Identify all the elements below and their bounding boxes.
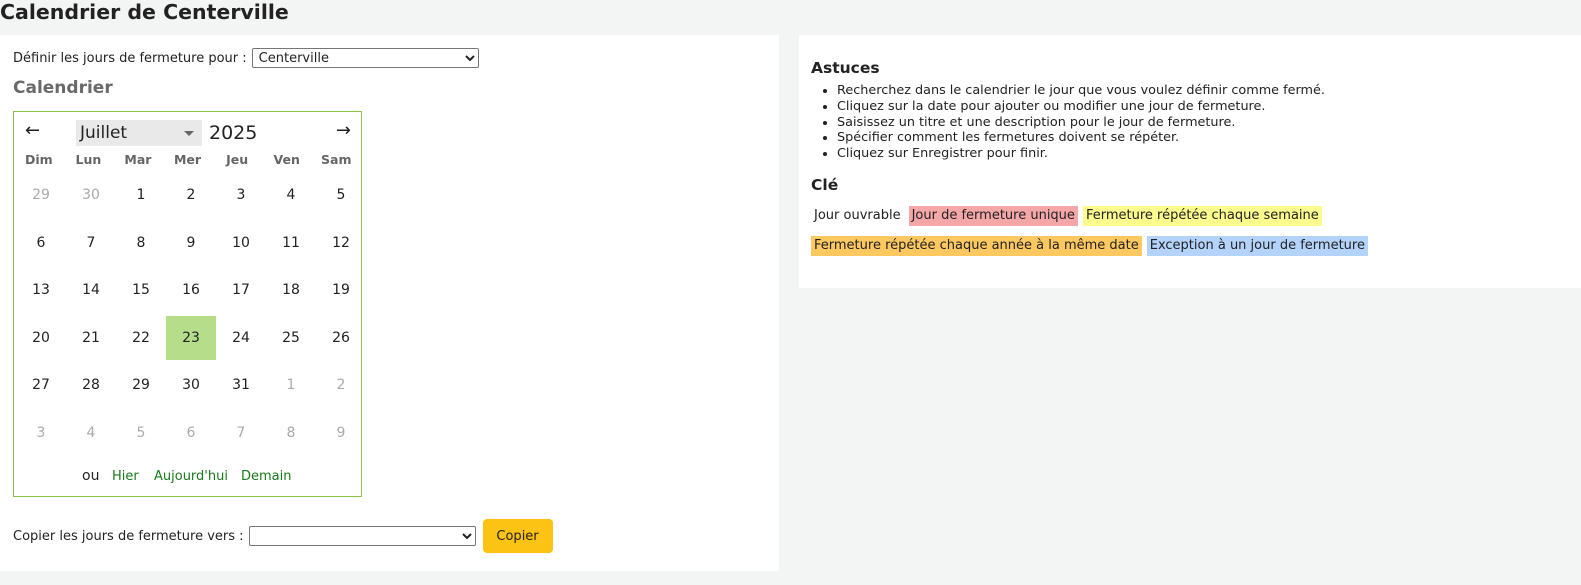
calendar-day[interactable]: 30: [82, 187, 100, 203]
calendar-nav: [14, 118, 361, 146]
calendar-day-selected[interactable]: 23: [166, 316, 216, 360]
legend-row: [811, 236, 1511, 256]
calendar-day[interactable]: 13: [32, 282, 50, 299]
page-title: Calendrier de Centerville: [0, 0, 289, 24]
calendar-day[interactable]: 14: [82, 282, 100, 299]
copy-branch-select[interactable]: [249, 526, 476, 546]
year-input[interactable]: 2025: [209, 122, 258, 144]
legend-yearly-closure: Fermeture répétée chaque année à la même date: [811, 236, 1142, 256]
calendar-day[interactable]: 8: [136, 234, 146, 251]
calendar-day[interactable]: 28: [82, 377, 100, 394]
calendar-day[interactable]: 6: [186, 424, 196, 441]
or-label: ou: [82, 468, 100, 484]
chevron-down-icon: [184, 131, 194, 136]
calendar-days-grid: [16, 173, 366, 459]
calendar-day[interactable]: 2: [336, 377, 346, 394]
prev-month-arrow-icon[interactable]: ←: [25, 120, 41, 141]
tips-heading: Astuces: [811, 59, 880, 77]
calendar-week-row: [16, 363, 366, 411]
legend-exception: Exception à un jour de fermeture: [1147, 236, 1368, 256]
tips-list: [811, 83, 1325, 162]
legend-row: [811, 206, 1511, 226]
tip-item: • Cliquez sur Enregistrer pour finir.: [837, 146, 1325, 162]
weekday-label: Mar: [124, 152, 152, 167]
calendar-week-row: [16, 173, 366, 221]
calendar-day[interactable]: 29: [32, 187, 50, 203]
branch-selector-label: Définir les jours de fermeture pour :: [13, 50, 247, 66]
calendar-day[interactable]: 4: [86, 424, 96, 441]
calendar-day[interactable]: 1: [286, 377, 296, 394]
calendar-day[interactable]: 17: [232, 282, 250, 299]
weekday-label: Dim: [24, 152, 53, 167]
calendar-week-row: [16, 411, 366, 459]
tomorrow-link[interactable]: Demain: [241, 468, 292, 484]
weekday-header: [14, 152, 361, 167]
copy-button[interactable]: Copier: [483, 519, 553, 553]
month-select-value: Juillet: [80, 123, 128, 143]
legend-open-day: Jour ouvrable: [811, 206, 904, 226]
calendar-week-row: [16, 221, 366, 269]
calendar-day[interactable]: 9: [336, 424, 346, 441]
calendar-footer: [14, 466, 361, 486]
next-month-arrow-icon[interactable]: →: [335, 120, 351, 141]
calendar-day[interactable]: 31: [232, 377, 250, 394]
calendar-day[interactable]: 24: [232, 329, 250, 346]
copy-row: [13, 519, 553, 553]
weekday-label: Ven: [273, 152, 300, 167]
calendar-day[interactable]: 1: [136, 187, 146, 203]
calendar-day[interactable]: 4: [286, 187, 296, 203]
tip-item: • Spécifier comment les fermetures doivent se répéter.: [837, 130, 1325, 146]
tip-item: • Cliquez sur la date pour ajouter ou modifier une jour de fermeture.: [837, 99, 1325, 115]
tip-item: • Saisissez un titre et une description pour le jour de fermeture.: [837, 115, 1325, 131]
calendar-day[interactable]: 6: [36, 234, 46, 251]
calendar-day[interactable]: 27: [32, 377, 50, 394]
legend-single-closure: Jour de fermeture unique: [909, 206, 1078, 226]
calendar-week-row: [16, 316, 366, 364]
calendar-day[interactable]: 18: [282, 282, 300, 299]
calendar-day[interactable]: 30: [182, 377, 200, 394]
branch-select[interactable]: [252, 48, 479, 68]
weekday-label: Sam: [321, 152, 352, 167]
calendar-day[interactable]: 26: [332, 329, 350, 346]
calendar-day[interactable]: 8: [286, 424, 296, 441]
calendar-day[interactable]: 10: [232, 234, 250, 251]
calendar-day[interactable]: 5: [136, 424, 146, 441]
calendar-day[interactable]: 19: [332, 282, 350, 299]
legend-weekly-closure: Fermeture répétée chaque semaine: [1083, 206, 1322, 226]
month-select[interactable]: [76, 120, 202, 146]
calendar-week-row: [16, 268, 366, 316]
calendar-day[interactable]: 25: [282, 329, 300, 346]
branch-selector-row: [13, 48, 479, 68]
calendar-day[interactable]: 12: [332, 234, 350, 251]
calendar-day[interactable]: 16: [182, 282, 200, 299]
calendar-day[interactable]: 7: [86, 234, 96, 251]
calendar-day[interactable]: 22: [132, 329, 150, 346]
calendar-day[interactable]: 2: [186, 187, 196, 203]
calendar-day[interactable]: 7: [236, 424, 246, 441]
calendar-widget: [13, 111, 362, 497]
calendar-day[interactable]: 15: [132, 282, 150, 299]
calendar-day[interactable]: 9: [186, 234, 196, 251]
tip-item: • Recherchez dans le calendrier le jour que vous voulez définir comme fermé.: [837, 83, 1325, 99]
copy-label: Copier les jours de fermeture vers :: [13, 528, 244, 544]
calendar-day[interactable]: 11: [282, 234, 300, 251]
yesterday-link[interactable]: Hier: [112, 468, 139, 484]
calendar-day[interactable]: 29: [132, 377, 150, 394]
weekday-label: Mer: [173, 152, 202, 167]
calendar-day[interactable]: 3: [236, 187, 246, 203]
help-panel: [799, 35, 1581, 288]
weekday-label: Jeu: [226, 152, 249, 167]
calendar-day[interactable]: 5: [336, 187, 346, 203]
calendar-panel: [0, 35, 779, 571]
calendar-day[interactable]: 20: [32, 329, 50, 346]
calendar-day[interactable]: 21: [82, 329, 100, 346]
key-heading: Clé: [811, 176, 839, 194]
calendar-heading: Calendrier: [13, 78, 113, 98]
today-link[interactable]: Aujourd'hui: [154, 468, 228, 484]
calendar-day[interactable]: 3: [36, 424, 46, 441]
weekday-label: Lun: [75, 152, 102, 167]
